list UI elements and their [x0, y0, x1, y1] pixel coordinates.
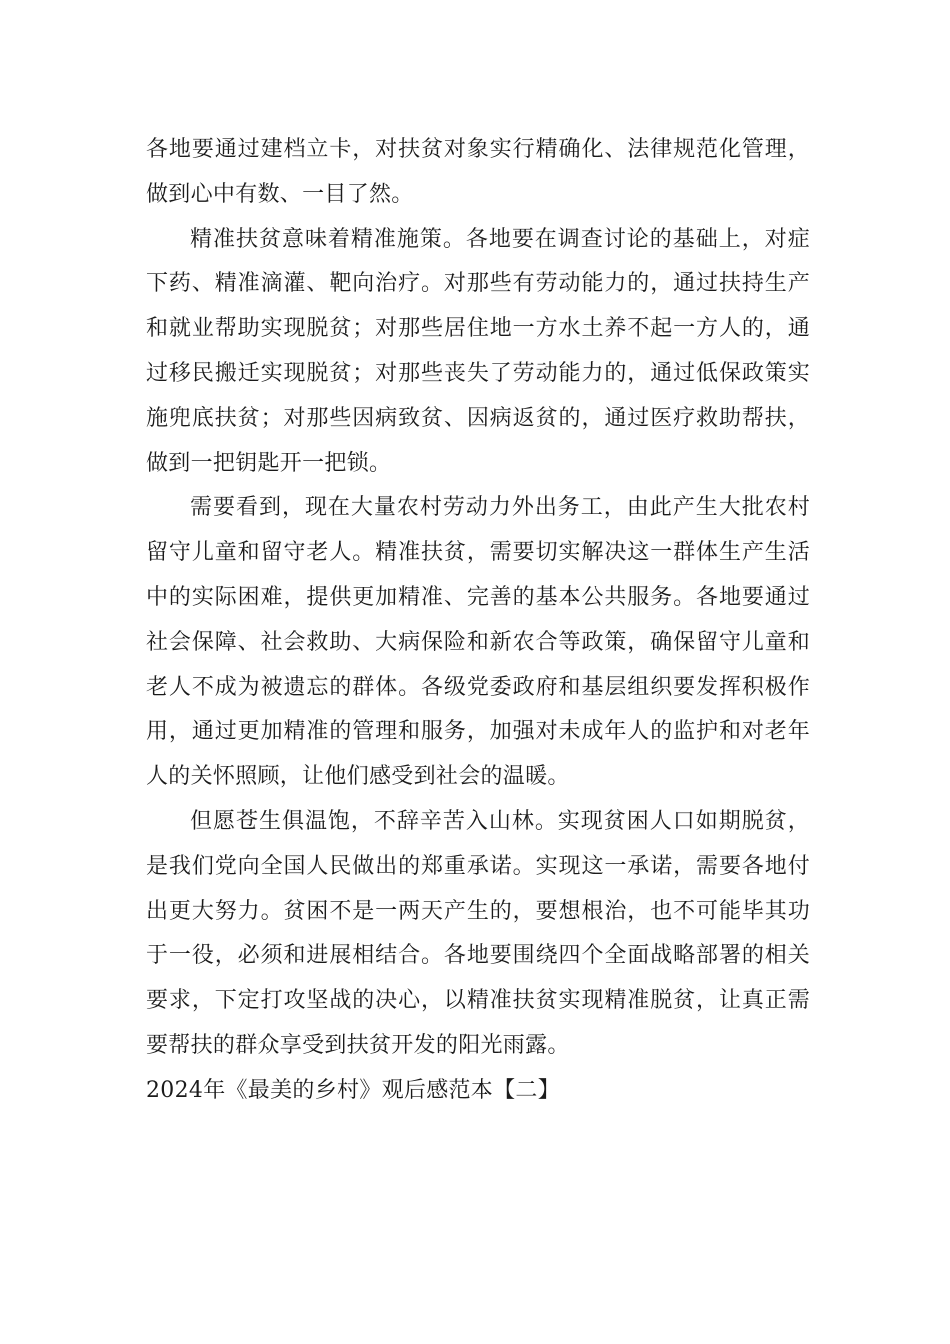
section-heading: 2024年《最美的乡村》观后感范本【二】: [146, 1077, 560, 1103]
paragraph-commitment: 但愿苍生俱温饱，不辞辛苦入山林。实现贫困人口如期脱贫，是我们党向全国人民做出的郑重承诺。实现这一承诺，需要各地付出更大努力。贫困不是一两天产生的，要想根治，也不可能毕其功于一役，必须和进展相结合。各地要围绕四个全面战略部署的相关要求，下定打攻坚战的决心，以精准扶贫实现精准脱贫，让真正需要帮扶的群众享受到扶贫开发的阳光雨露。: [146, 808, 810, 1058]
document-body: [146, 128, 810, 1114]
paragraph-left-behind: 需要看到，现在大量农村劳动力外出务工，由此产生大批农村留守儿童和留守老人。精准扶贫，需要切实解决这一群体生产生活中的实际困难，提供更加精准、完善的基本公共服务。各地要通过社会保障、社会救助、大病保险和新农合等政策，确保留守儿童和老人不成为被遗忘的群体。各级党委政府和基层组织要发挥积极作用，通过更加精准的管理和服务，加强对未成年人的监护和对老年人的关怀照顾，让他们感受到社会的温暖。: [146, 495, 810, 790]
paragraph-continuation: 各地要通过建档立卡，对扶贫对象实行精确化、法律规范化管理，做到心中有数、一目了然。: [146, 137, 810, 207]
paragraph-precise-policy: 精准扶贫意味着精准施策。各地要在调查讨论的基础上，对症下药、精准滴灌、靶向治疗。对那些有劳动能力的，通过扶持生产和就业帮助实现脱贫；对那些居住地一方水土养不起一方人的，通过移民搬迁实现脱贫；对那些丧失了劳动能力的，通过低保政策实施兜底扶贫；对那些因病致贫、因病返贫的，通过医疗救助帮扶，做到一把钥匙开一把锁。: [146, 226, 810, 476]
